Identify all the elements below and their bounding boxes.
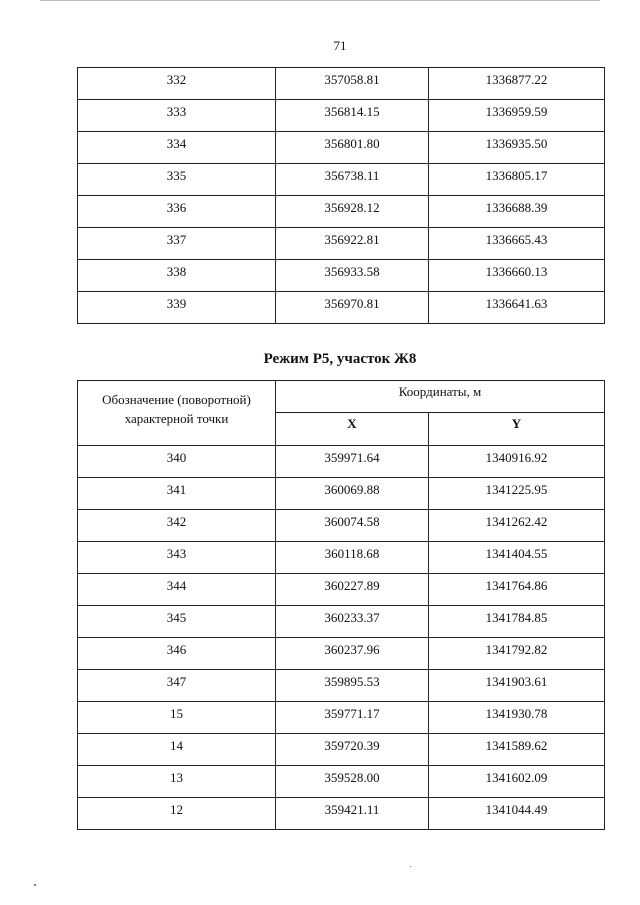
- table-row: [78, 702, 605, 734]
- y-coordinate-cell: 1336660.13: [429, 260, 605, 292]
- scan-speck: [34, 884, 36, 886]
- y-header: Y: [429, 412, 605, 445]
- point-number-cell: 347: [78, 670, 276, 702]
- y-coordinate-cell: 1341784.85: [429, 606, 605, 638]
- y-coordinate-cell: 1336805.17: [429, 164, 605, 196]
- table-row: [78, 164, 605, 196]
- table-row: [78, 638, 605, 670]
- table-row: [78, 606, 605, 638]
- y-coordinate-cell: 1341404.55: [429, 542, 605, 574]
- y-coordinate-cell: 1336641.63: [429, 292, 605, 324]
- point-number-cell: 343: [78, 542, 276, 574]
- table-row: [78, 292, 605, 324]
- x-coordinate-cell: 360227.89: [276, 574, 429, 606]
- x-coordinate-cell: 360237.96: [276, 638, 429, 670]
- table-row: [78, 446, 605, 478]
- x-header: X: [276, 412, 429, 445]
- table-row: [78, 260, 605, 292]
- point-number-cell: 344: [78, 574, 276, 606]
- x-coordinate-cell: 359971.64: [276, 446, 429, 478]
- point-number-cell: 337: [78, 228, 276, 260]
- y-coordinate-cell: 1336877.22: [429, 68, 605, 100]
- y-coordinate-cell: 1341602.09: [429, 766, 605, 798]
- y-coordinate-cell: 1341930.78: [429, 702, 605, 734]
- coordinates-table-top: [77, 67, 605, 324]
- y-coordinate-cell: 1341589.62: [429, 734, 605, 766]
- y-coordinate-cell: 1336688.39: [429, 196, 605, 228]
- y-coordinate-cell: 1341792.82: [429, 638, 605, 670]
- point-number-cell: 12: [78, 798, 276, 830]
- table-row: [78, 196, 605, 228]
- header-row: [78, 381, 605, 413]
- point-number-cell: 346: [78, 638, 276, 670]
- x-coordinate-cell: 360074.58: [276, 510, 429, 542]
- coordinates-table-bottom-body: [78, 446, 605, 830]
- table-row: [78, 100, 605, 132]
- x-coordinate-cell: 359720.39: [276, 734, 429, 766]
- point-number-cell: 15: [78, 702, 276, 734]
- point-number-cell: 340: [78, 446, 276, 478]
- point-number-cell: 335: [78, 164, 276, 196]
- x-coordinate-cell: 359421.11: [276, 798, 429, 830]
- table-row: [78, 542, 605, 574]
- y-coordinate-cell: 1341225.95: [429, 478, 605, 510]
- point-number-cell: 332: [78, 68, 276, 100]
- y-coordinate-cell: 1336959.59: [429, 100, 605, 132]
- point-label-header: Обозначение (поворотной) характерной точки: [78, 381, 276, 446]
- point-number-cell: 14: [78, 734, 276, 766]
- x-coordinate-cell: 356928.12: [276, 196, 429, 228]
- y-coordinate-cell: 1340916.92: [429, 446, 605, 478]
- point-number-cell: 333: [78, 100, 276, 132]
- x-coordinate-cell: 359528.00: [276, 766, 429, 798]
- coordinates-table-top-body: [78, 68, 605, 324]
- y-coordinate-cell: 1336665.43: [429, 228, 605, 260]
- y-coordinate-cell: 1341903.61: [429, 670, 605, 702]
- x-coordinate-cell: 356970.81: [276, 292, 429, 324]
- y-coordinate-cell: 1341764.86: [429, 574, 605, 606]
- point-number-cell: 336: [78, 196, 276, 228]
- table-row: [78, 734, 605, 766]
- x-coordinate-cell: 356814.15: [276, 100, 429, 132]
- table-row: [78, 670, 605, 702]
- point-number-cell: 345: [78, 606, 276, 638]
- table-row: [78, 798, 605, 830]
- x-coordinate-cell: 356801.80: [276, 132, 429, 164]
- x-coordinate-cell: 359895.53: [276, 670, 429, 702]
- x-coordinate-cell: 357058.81: [276, 68, 429, 100]
- table-row: [78, 574, 605, 606]
- point-number-cell: 13: [78, 766, 276, 798]
- table-row: [78, 510, 605, 542]
- table-row: [78, 478, 605, 510]
- section-title: Режим Р5, участок Ж8: [263, 351, 417, 367]
- x-coordinate-cell: 356933.58: [276, 260, 429, 292]
- x-coordinate-cell: 356738.11: [276, 164, 429, 196]
- x-coordinate-cell: 360233.37: [276, 606, 429, 638]
- page-top-border: [40, 0, 600, 1]
- point-number-cell: 341: [78, 478, 276, 510]
- table-row: [78, 68, 605, 100]
- point-number-cell: 334: [78, 132, 276, 164]
- y-coordinate-cell: 1341262.42: [429, 510, 605, 542]
- x-coordinate-cell: 359771.17: [276, 702, 429, 734]
- x-coordinate-cell: 360118.68: [276, 542, 429, 574]
- scan-speck: [410, 866, 411, 867]
- coordinates-table-bottom: [77, 380, 605, 830]
- point-number-cell: 339: [78, 292, 276, 324]
- table-row: [78, 766, 605, 798]
- point-number-cell: 342: [78, 510, 276, 542]
- page-number: 71: [333, 38, 347, 53]
- x-coordinate-cell: 360069.88: [276, 478, 429, 510]
- coordinates-header: Координаты, м: [276, 381, 605, 413]
- y-coordinate-cell: 1341044.49: [429, 798, 605, 830]
- coordinates-table-header: [78, 381, 605, 446]
- x-coordinate-cell: 356922.81: [276, 228, 429, 260]
- point-number-cell: 338: [78, 260, 276, 292]
- table-row: [78, 228, 605, 260]
- table-row: [78, 132, 605, 164]
- y-coordinate-cell: 1336935.50: [429, 132, 605, 164]
